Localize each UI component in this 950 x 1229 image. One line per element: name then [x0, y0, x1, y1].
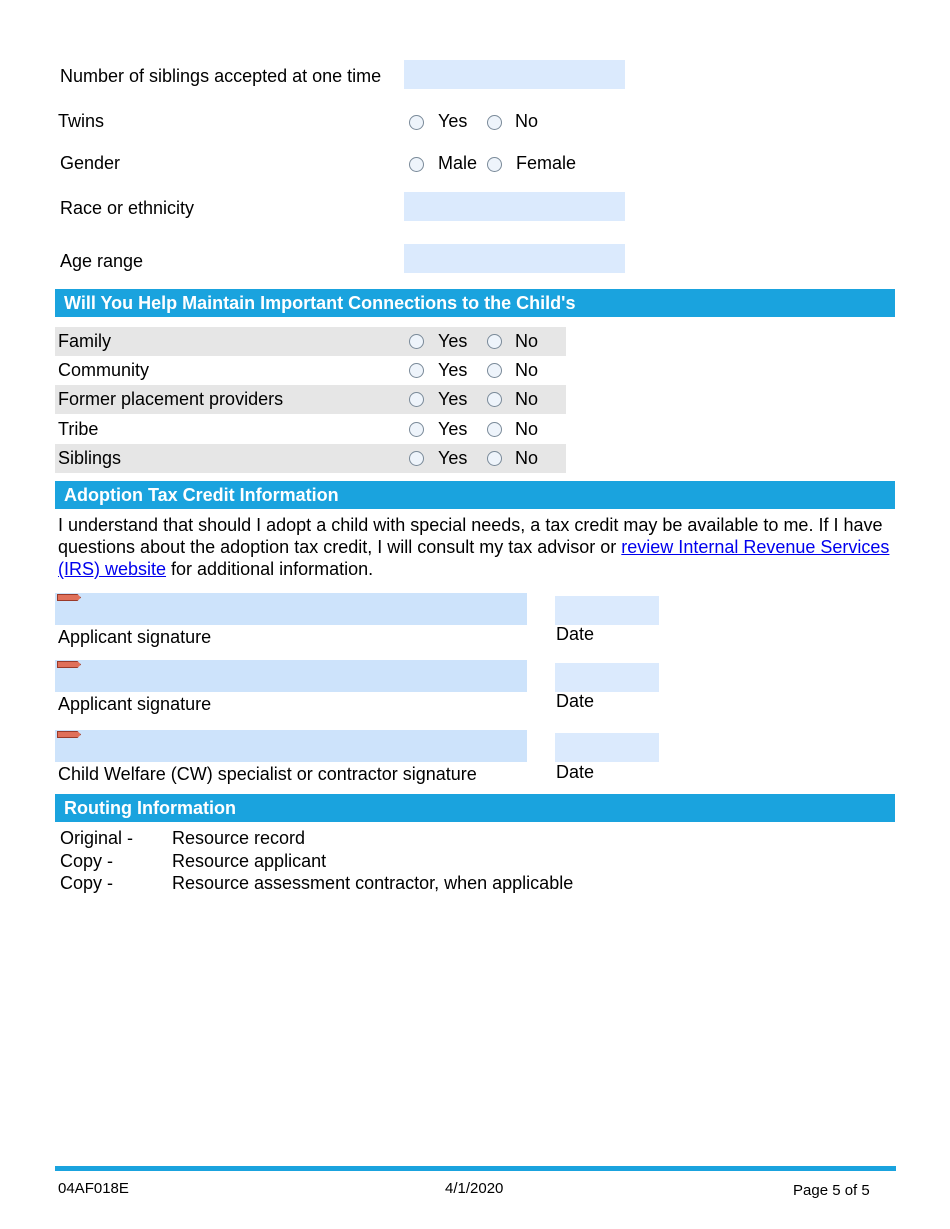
routing-dest-3: Resource assessment contractor, when applicable [172, 873, 574, 893]
connection-former-providers-label: Former placement providers [58, 389, 284, 409]
former-providers-yes-radio[interactable] [409, 392, 424, 407]
applicant-signature-field-2[interactable] [55, 660, 527, 692]
gender-male-label: Male [438, 153, 478, 173]
gender-male-radio[interactable] [409, 157, 424, 172]
signature-tag-icon [57, 731, 81, 738]
date-label-3: Date [556, 762, 595, 782]
twins-no-radio[interactable] [487, 115, 502, 130]
family-yes-radio[interactable] [409, 334, 424, 349]
signature-tag-icon [57, 594, 81, 601]
family-no-radio[interactable] [487, 334, 502, 349]
tribe-no-radio[interactable] [487, 422, 502, 437]
routing-type-3: Copy - [60, 873, 114, 893]
routing-header: Routing Information [55, 794, 895, 822]
tribe-yes-radio[interactable] [409, 422, 424, 437]
tax-credit-text-after: for additional information. [166, 559, 374, 579]
routing-type-2: Copy - [60, 851, 114, 871]
applicant-signature-field-1[interactable] [55, 593, 527, 625]
routing-dest-1: Resource record [172, 828, 306, 848]
tribe-yes-label: Yes [438, 419, 468, 439]
twins-label: Twins [58, 111, 105, 131]
connection-siblings-label: Siblings [58, 448, 122, 468]
footer-divider [55, 1166, 896, 1171]
former-providers-no-radio[interactable] [487, 392, 502, 407]
twins-yes-label: Yes [438, 111, 468, 131]
twins-yes-radio[interactable] [409, 115, 424, 130]
community-no-label: No [515, 360, 539, 380]
family-no-label: No [515, 331, 539, 351]
applicant-signature-label-2: Applicant signature [58, 694, 212, 714]
tribe-no-label: No [515, 419, 539, 439]
race-input[interactable] [404, 192, 625, 221]
irs-website-link[interactable]: review Internal Revenue Services (IRS) website [58, 537, 890, 579]
age-label: Age range [60, 251, 144, 271]
tax-credit-header: Adoption Tax Credit Information [55, 481, 895, 509]
community-no-radio[interactable] [487, 363, 502, 378]
connections-header: Will You Help Maintain Important Connections to the Child's [55, 289, 895, 317]
date-label-1: Date [556, 624, 595, 644]
applicant-date-field-1[interactable] [555, 596, 659, 625]
connection-tribe-label: Tribe [58, 419, 99, 439]
gender-female-radio[interactable] [487, 157, 502, 172]
gender-female-label: Female [516, 153, 577, 173]
page-number: Page 5 of 5 [793, 1182, 870, 1199]
form-date: 4/1/2020 [445, 1180, 504, 1197]
connection-family-label: Family [58, 331, 111, 351]
twins-no-label: No [515, 111, 539, 131]
siblings-yes-radio[interactable] [409, 451, 424, 466]
cw-specialist-signature-field[interactable] [55, 730, 527, 762]
siblings-label: Number of siblings accepted at one time [60, 66, 382, 86]
connection-community-label: Community [58, 360, 150, 380]
family-yes-label: Yes [438, 331, 468, 351]
gender-label: Gender [60, 153, 121, 173]
age-input[interactable] [404, 244, 625, 273]
tax-credit-text [58, 514, 898, 580]
siblings-no-radio[interactable] [487, 451, 502, 466]
former-providers-yes-label: Yes [438, 389, 468, 409]
routing-dest-2: Resource applicant [172, 851, 327, 871]
signature-tag-icon [57, 661, 81, 668]
applicant-signature-label-1: Applicant signature [58, 627, 212, 647]
applicant-date-field-2[interactable] [555, 663, 659, 692]
community-yes-label: Yes [438, 360, 468, 380]
cw-specialist-date-field[interactable] [555, 733, 659, 762]
former-providers-no-label: No [515, 389, 539, 409]
siblings-yes-label: Yes [438, 448, 468, 468]
form-number: 04AF018E [58, 1180, 129, 1197]
race-label: Race or ethnicity [60, 198, 195, 218]
tax-credit-text-before: I understand that should I adopt a child with special needs, a tax credit may be available to me. If I have questions about the adoption tax credit, I will consult my tax advisor or [58, 515, 883, 557]
community-yes-radio[interactable] [409, 363, 424, 378]
cw-specialist-signature-label: Child Welfare (CW) specialist or contractor signature [58, 764, 477, 784]
routing-type-1: Original - [60, 828, 134, 848]
date-label-2: Date [556, 691, 595, 711]
siblings-input[interactable] [404, 60, 625, 89]
siblings-no-label: No [515, 448, 539, 468]
